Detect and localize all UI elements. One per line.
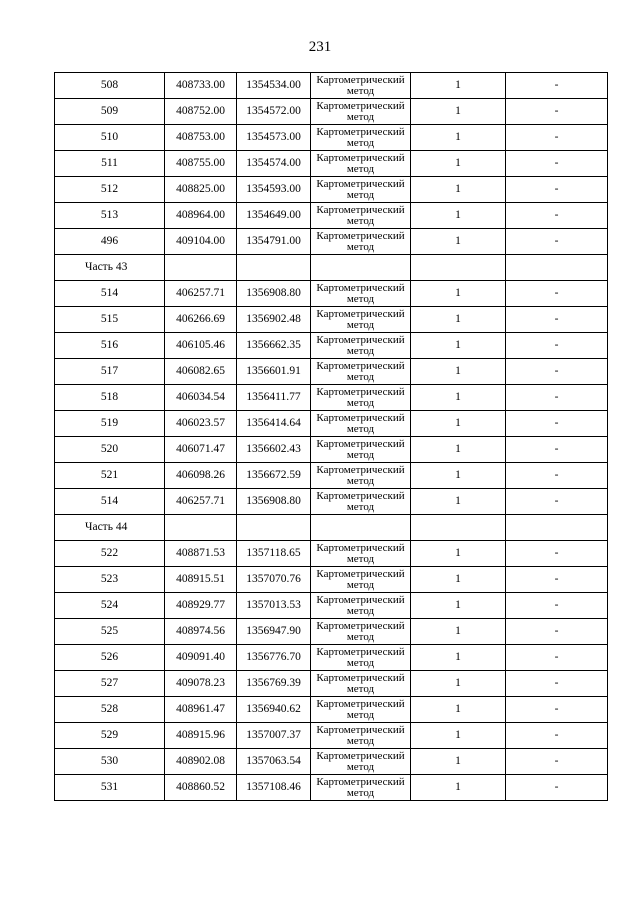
point-number-cell: 514 — [55, 489, 165, 515]
table-row — [55, 593, 608, 619]
x-coordinate-cell: 406257.71 — [165, 281, 237, 307]
y-coordinate-cell: 1356947.90 — [237, 619, 311, 645]
accuracy-cell: 1 — [411, 73, 506, 99]
table-row — [55, 151, 608, 177]
method-cell: Картометрический метод — [311, 645, 411, 671]
accuracy-cell: 1 — [411, 229, 506, 255]
table-row — [55, 619, 608, 645]
part-label-cell: Часть 43 — [55, 255, 165, 281]
description-cell: - — [506, 333, 608, 359]
y-coordinate-cell: 1356776.70 — [237, 645, 311, 671]
description-cell: - — [506, 99, 608, 125]
point-number-cell: 515 — [55, 307, 165, 333]
method-cell: Картометрический метод — [311, 333, 411, 359]
point-number-cell: 518 — [55, 385, 165, 411]
x-coordinate-cell: 409078.23 — [165, 671, 237, 697]
accuracy-cell: 1 — [411, 437, 506, 463]
table-row — [55, 359, 608, 385]
point-number-cell: 496 — [55, 229, 165, 255]
description-cell: - — [506, 541, 608, 567]
accuracy-cell: 1 — [411, 151, 506, 177]
y-coordinate-cell: 1356908.80 — [237, 281, 311, 307]
table-row — [55, 645, 608, 671]
point-number-cell: 529 — [55, 723, 165, 749]
description-cell: - — [506, 567, 608, 593]
y-coordinate-cell: 1356940.62 — [237, 697, 311, 723]
method-cell: Картометрический метод — [311, 177, 411, 203]
x-coordinate-cell: 408964.00 — [165, 203, 237, 229]
y-coordinate-cell: 1356908.80 — [237, 489, 311, 515]
y-coordinate-cell: 1356769.39 — [237, 671, 311, 697]
description-cell: - — [506, 411, 608, 437]
method-cell: Картометрический метод — [311, 125, 411, 151]
accuracy-cell: 1 — [411, 541, 506, 567]
description-cell: - — [506, 73, 608, 99]
x-coordinate-cell: 408733.00 — [165, 73, 237, 99]
empty-cell — [311, 515, 411, 541]
table-row — [55, 437, 608, 463]
x-coordinate-cell: 409104.00 — [165, 229, 237, 255]
point-number-cell: 513 — [55, 203, 165, 229]
y-coordinate-cell: 1354572.00 — [237, 99, 311, 125]
x-coordinate-cell: 408753.00 — [165, 125, 237, 151]
point-number-cell: 528 — [55, 697, 165, 723]
y-coordinate-cell: 1357070.76 — [237, 567, 311, 593]
description-cell: - — [506, 229, 608, 255]
x-coordinate-cell: 408825.00 — [165, 177, 237, 203]
accuracy-cell: 1 — [411, 749, 506, 775]
table-body — [55, 73, 608, 801]
x-coordinate-cell: 406034.54 — [165, 385, 237, 411]
point-number-cell: 524 — [55, 593, 165, 619]
accuracy-cell: 1 — [411, 411, 506, 437]
description-cell: - — [506, 307, 608, 333]
accuracy-cell: 1 — [411, 99, 506, 125]
table-row — [55, 489, 608, 515]
method-cell: Картометрический метод — [311, 671, 411, 697]
description-cell: - — [506, 775, 608, 801]
method-cell: Картометрический метод — [311, 281, 411, 307]
point-number-cell: 522 — [55, 541, 165, 567]
x-coordinate-cell: 408915.96 — [165, 723, 237, 749]
y-coordinate-cell: 1357108.46 — [237, 775, 311, 801]
accuracy-cell: 1 — [411, 619, 506, 645]
x-coordinate-cell: 408961.47 — [165, 697, 237, 723]
point-number-cell: 520 — [55, 437, 165, 463]
point-number-cell: 526 — [55, 645, 165, 671]
method-cell: Картометрический метод — [311, 385, 411, 411]
description-cell: - — [506, 593, 608, 619]
description-cell: - — [506, 151, 608, 177]
method-cell: Картометрический метод — [311, 229, 411, 255]
point-number-cell: 530 — [55, 749, 165, 775]
method-cell: Картометрический метод — [311, 437, 411, 463]
accuracy-cell: 1 — [411, 307, 506, 333]
accuracy-cell: 1 — [411, 489, 506, 515]
table-row — [55, 541, 608, 567]
description-cell: - — [506, 671, 608, 697]
empty-cell — [506, 515, 608, 541]
empty-cell — [411, 515, 506, 541]
description-cell: - — [506, 463, 608, 489]
y-coordinate-cell: 1354593.00 — [237, 177, 311, 203]
method-cell: Картометрический метод — [311, 99, 411, 125]
description-cell: - — [506, 723, 608, 749]
table-row — [55, 749, 608, 775]
part-header-row — [55, 255, 608, 281]
point-number-cell: 517 — [55, 359, 165, 385]
part-label-cell: Часть 44 — [55, 515, 165, 541]
point-number-cell: 511 — [55, 151, 165, 177]
point-number-cell: 508 — [55, 73, 165, 99]
accuracy-cell: 1 — [411, 645, 506, 671]
description-cell: - — [506, 489, 608, 515]
description-cell: - — [506, 359, 608, 385]
point-number-cell: 525 — [55, 619, 165, 645]
y-coordinate-cell: 1354534.00 — [237, 73, 311, 99]
x-coordinate-cell: 408902.08 — [165, 749, 237, 775]
table-row — [55, 73, 608, 99]
y-coordinate-cell: 1357118.65 — [237, 541, 311, 567]
method-cell: Картометрический метод — [311, 307, 411, 333]
description-cell: - — [506, 437, 608, 463]
method-cell: Картометрический метод — [311, 723, 411, 749]
x-coordinate-cell: 408860.52 — [165, 775, 237, 801]
accuracy-cell: 1 — [411, 671, 506, 697]
accuracy-cell: 1 — [411, 203, 506, 229]
method-cell: Картометрический метод — [311, 775, 411, 801]
table-row — [55, 411, 608, 437]
accuracy-cell: 1 — [411, 567, 506, 593]
table-row — [55, 229, 608, 255]
point-number-cell: 514 — [55, 281, 165, 307]
method-cell: Картометрический метод — [311, 489, 411, 515]
method-cell: Картометрический метод — [311, 411, 411, 437]
part-header-row — [55, 515, 608, 541]
method-cell: Картометрический метод — [311, 619, 411, 645]
table-row — [55, 203, 608, 229]
x-coordinate-cell: 406098.26 — [165, 463, 237, 489]
y-coordinate-cell: 1354574.00 — [237, 151, 311, 177]
description-cell: - — [506, 177, 608, 203]
y-coordinate-cell: 1357007.37 — [237, 723, 311, 749]
x-coordinate-cell: 406266.69 — [165, 307, 237, 333]
description-cell: - — [506, 619, 608, 645]
y-coordinate-cell: 1356662.35 — [237, 333, 311, 359]
point-number-cell: 521 — [55, 463, 165, 489]
point-number-cell: 509 — [55, 99, 165, 125]
description-cell: - — [506, 697, 608, 723]
method-cell: Картометрический метод — [311, 359, 411, 385]
y-coordinate-cell: 1354649.00 — [237, 203, 311, 229]
description-cell: - — [506, 749, 608, 775]
description-cell: - — [506, 203, 608, 229]
table-row — [55, 463, 608, 489]
y-coordinate-cell: 1356672.59 — [237, 463, 311, 489]
table-row — [55, 125, 608, 151]
accuracy-cell: 1 — [411, 125, 506, 151]
x-coordinate-cell: 406105.46 — [165, 333, 237, 359]
description-cell: - — [506, 645, 608, 671]
y-coordinate-cell: 1356601.91 — [237, 359, 311, 385]
table-row — [55, 697, 608, 723]
method-cell: Картометрический метод — [311, 697, 411, 723]
page-number: 231 — [308, 39, 332, 55]
x-coordinate-cell: 408974.56 — [165, 619, 237, 645]
method-cell: Картометрический метод — [311, 749, 411, 775]
method-cell: Картометрический метод — [311, 567, 411, 593]
x-coordinate-cell: 406023.57 — [165, 411, 237, 437]
table-row — [55, 723, 608, 749]
description-cell: - — [506, 125, 608, 151]
description-cell: - — [506, 281, 608, 307]
coordinates-table — [54, 72, 608, 801]
x-coordinate-cell: 406082.65 — [165, 359, 237, 385]
point-number-cell: 527 — [55, 671, 165, 697]
method-cell: Картометрический метод — [311, 203, 411, 229]
empty-cell — [165, 515, 237, 541]
accuracy-cell: 1 — [411, 385, 506, 411]
y-coordinate-cell: 1356414.64 — [237, 411, 311, 437]
accuracy-cell: 1 — [411, 359, 506, 385]
table-row — [55, 671, 608, 697]
empty-cell — [237, 515, 311, 541]
x-coordinate-cell: 408871.53 — [165, 541, 237, 567]
accuracy-cell: 1 — [411, 333, 506, 359]
table-row — [55, 281, 608, 307]
description-cell: - — [506, 385, 608, 411]
table-row — [55, 385, 608, 411]
x-coordinate-cell: 408915.51 — [165, 567, 237, 593]
point-number-cell: 510 — [55, 125, 165, 151]
table-row — [55, 177, 608, 203]
empty-cell — [411, 255, 506, 281]
accuracy-cell: 1 — [411, 723, 506, 749]
x-coordinate-cell: 408929.77 — [165, 593, 237, 619]
accuracy-cell: 1 — [411, 177, 506, 203]
method-cell: Картометрический метод — [311, 73, 411, 99]
point-number-cell: 523 — [55, 567, 165, 593]
accuracy-cell: 1 — [411, 697, 506, 723]
method-cell: Картометрический метод — [311, 593, 411, 619]
table-row — [55, 99, 608, 125]
y-coordinate-cell: 1356411.77 — [237, 385, 311, 411]
point-number-cell: 531 — [55, 775, 165, 801]
table-row — [55, 333, 608, 359]
y-coordinate-cell: 1356902.48 — [237, 307, 311, 333]
point-number-cell: 516 — [55, 333, 165, 359]
x-coordinate-cell: 408752.00 — [165, 99, 237, 125]
y-coordinate-cell: 1357013.53 — [237, 593, 311, 619]
point-number-cell: 519 — [55, 411, 165, 437]
method-cell: Картометрический метод — [311, 463, 411, 489]
x-coordinate-cell: 406071.47 — [165, 437, 237, 463]
accuracy-cell: 1 — [411, 593, 506, 619]
empty-cell — [506, 255, 608, 281]
y-coordinate-cell: 1354573.00 — [237, 125, 311, 151]
y-coordinate-cell: 1354791.00 — [237, 229, 311, 255]
y-coordinate-cell: 1356602.43 — [237, 437, 311, 463]
accuracy-cell: 1 — [411, 281, 506, 307]
accuracy-cell: 1 — [411, 463, 506, 489]
empty-cell — [165, 255, 237, 281]
accuracy-cell: 1 — [411, 775, 506, 801]
y-coordinate-cell: 1357063.54 — [237, 749, 311, 775]
table-row — [55, 307, 608, 333]
x-coordinate-cell: 406257.71 — [165, 489, 237, 515]
x-coordinate-cell: 409091.40 — [165, 645, 237, 671]
table-row — [55, 775, 608, 801]
method-cell: Картометрический метод — [311, 541, 411, 567]
method-cell: Картометрический метод — [311, 151, 411, 177]
x-coordinate-cell: 408755.00 — [165, 151, 237, 177]
empty-cell — [237, 255, 311, 281]
point-number-cell: 512 — [55, 177, 165, 203]
empty-cell — [311, 255, 411, 281]
table-row — [55, 567, 608, 593]
